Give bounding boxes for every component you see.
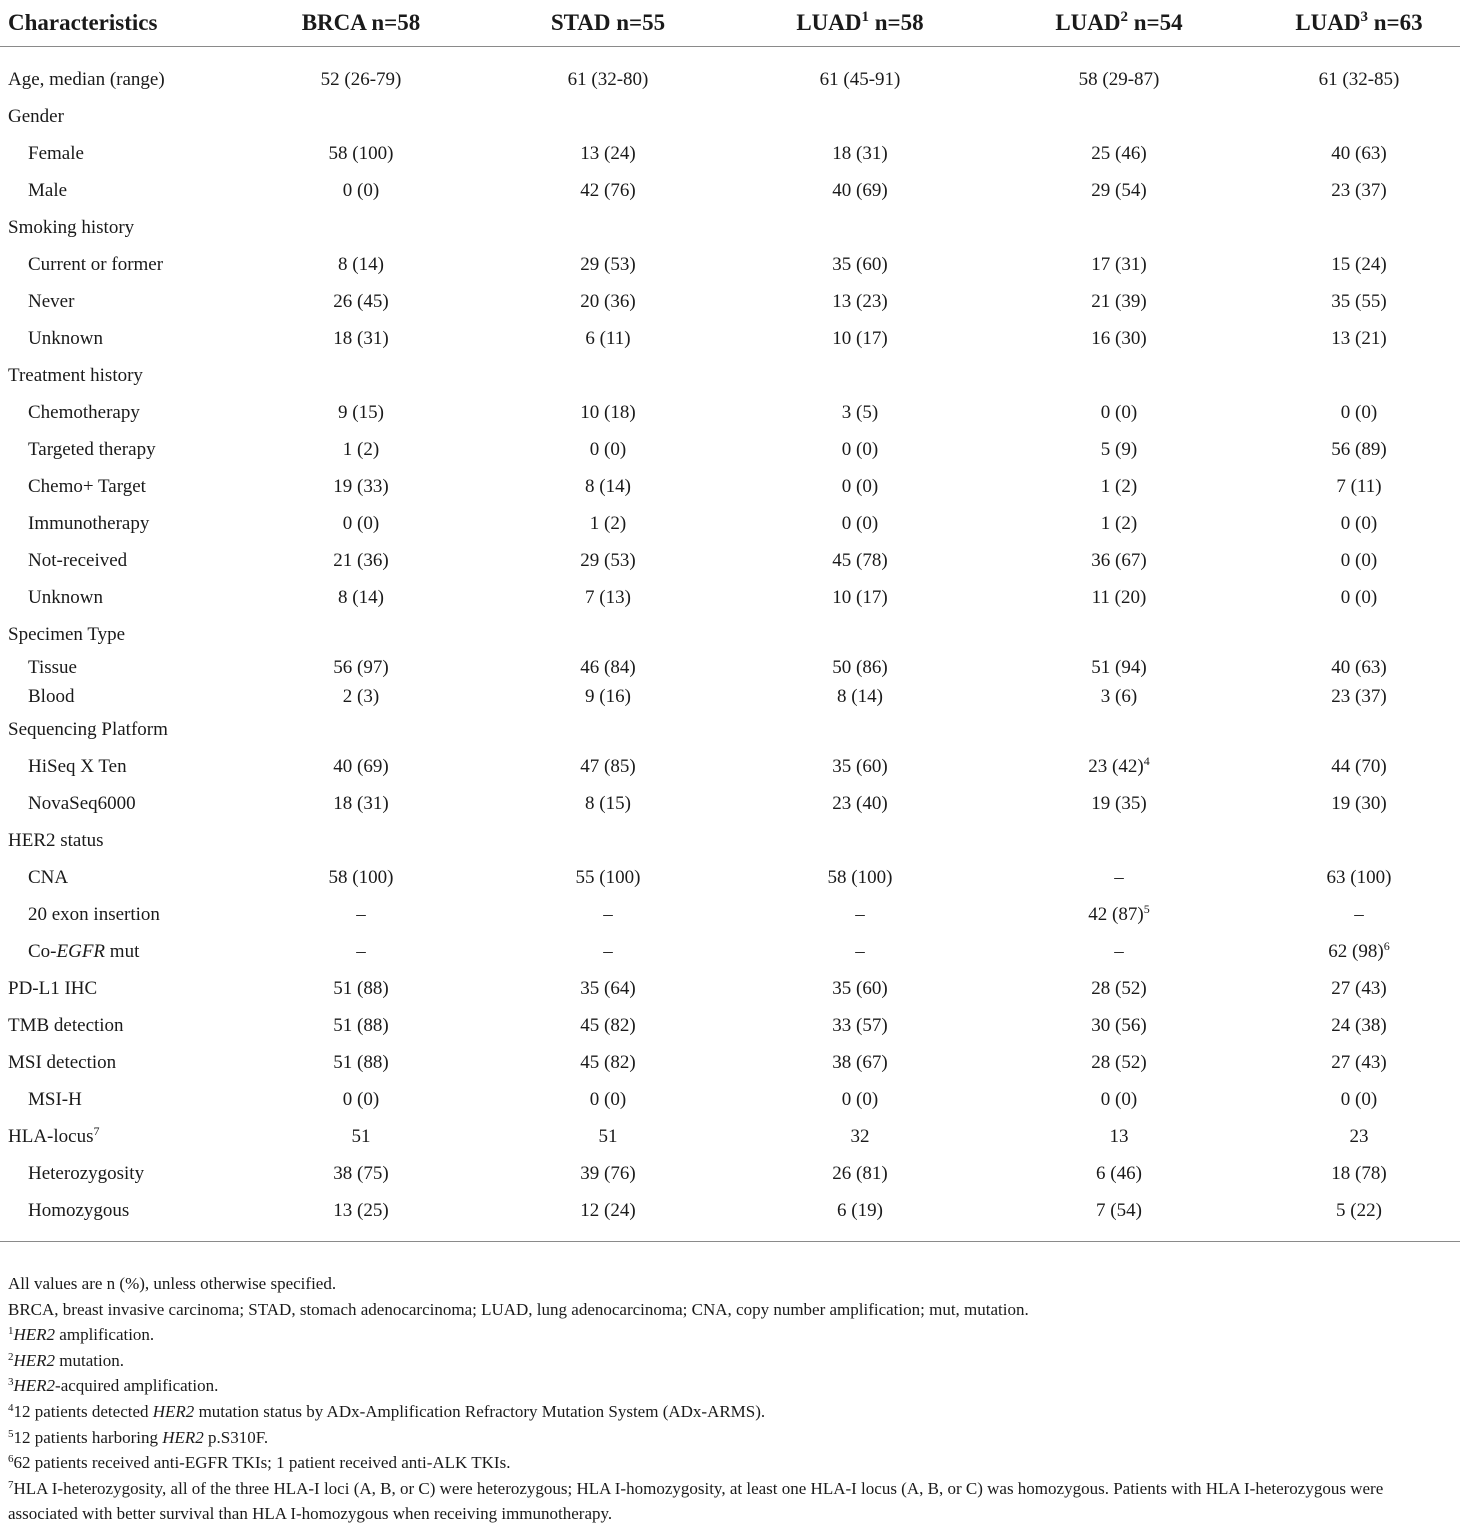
row-label: HLA-locus$^7$ xyxy=(8,1124,100,1147)
header-luad3: LUAD$^3$ n=63 xyxy=(1258,0,1460,47)
cell-luad3: 35 (55) xyxy=(1331,291,1387,312)
header-brca: BRCA n=58 xyxy=(246,0,476,47)
cell-luad1: – xyxy=(855,941,865,962)
row-label: NovaSeq6000 xyxy=(28,793,136,814)
cell-stad: 29 (53) xyxy=(580,254,636,275)
cell-brca: 38 (75) xyxy=(333,1163,389,1184)
section-row xyxy=(0,822,1460,859)
table-row xyxy=(0,970,1460,1007)
cell-brca: 0 (0) xyxy=(342,180,380,201)
row-label: 20 exon insertion xyxy=(28,904,160,925)
row-label: Treatment history xyxy=(8,365,143,386)
cell-brca: – xyxy=(356,904,366,925)
table-row xyxy=(0,431,1460,468)
cell-stad: 55 (100) xyxy=(575,867,641,888)
table-row xyxy=(0,1118,1460,1155)
cell-luad3: 24 (38) xyxy=(1331,1015,1387,1036)
cell-luad3: – xyxy=(1354,904,1364,925)
cell-luad2: 28 (52) xyxy=(1091,978,1147,999)
section-row xyxy=(0,616,1460,653)
cell-brca: 58 (100) xyxy=(328,143,394,164)
cell-luad3: 5 (22) xyxy=(1258,1192,1460,1242)
cell-luad3: 40 (63) xyxy=(1331,657,1387,678)
cell-luad3: 44 (70) xyxy=(1331,756,1387,777)
cell-stad: 8 (15) xyxy=(585,793,631,814)
table-row xyxy=(0,542,1460,579)
row-label: Immunotherapy xyxy=(28,513,150,534)
cell-brca: 2 (3) xyxy=(342,686,380,707)
cell-luad2: 16 (30) xyxy=(1091,328,1147,349)
row-label: Specimen Type xyxy=(8,624,126,645)
cell-luad3: 0 (0) xyxy=(1340,402,1378,423)
cell-stad: 42 (76) xyxy=(580,180,636,201)
row-label: HER2 status xyxy=(8,830,104,851)
cell-luad1: 3 (5) xyxy=(841,402,879,423)
cell-luad2: 36 (67) xyxy=(1091,550,1147,571)
cell-luad2: 1 (2) xyxy=(1100,476,1138,497)
cell-stad: 7 (13) xyxy=(585,587,631,608)
table-row xyxy=(0,47,1460,99)
row-label: Female xyxy=(28,143,84,164)
cell-luad1: 6 (19) xyxy=(740,1192,980,1242)
cell-luad1: 33 (57) xyxy=(832,1015,888,1036)
row-label: TMB detection xyxy=(8,1015,124,1036)
table-row xyxy=(0,1044,1460,1081)
table-row xyxy=(0,246,1460,283)
table-footnotes xyxy=(8,1271,1452,1527)
cell-luad2: 1 (2) xyxy=(1100,513,1138,534)
cell-brca: – xyxy=(356,941,366,962)
cell-luad3: 0 (0) xyxy=(1340,1089,1378,1110)
cell-luad2: 7 (54) xyxy=(980,1192,1258,1242)
cell-luad3: 19 (30) xyxy=(1331,793,1387,814)
cell-stad: 0 (0) xyxy=(589,1089,627,1110)
row-label: Targeted therapy xyxy=(28,439,156,460)
cell-luad1: 0 (0) xyxy=(841,1089,879,1110)
table-row xyxy=(0,320,1460,357)
cell-luad2: 42 $(87)^5$ xyxy=(1088,902,1150,925)
cell-luad3: 0 (0) xyxy=(1340,550,1378,571)
cell-stad: 46 (84) xyxy=(580,657,636,678)
table-row xyxy=(0,896,1460,933)
row-label: Smoking history xyxy=(8,217,135,238)
cell-luad3: 18 (78) xyxy=(1331,1163,1387,1184)
cell-brca: 26 (45) xyxy=(333,291,389,312)
cell-luad1: 23 (40) xyxy=(832,793,888,814)
row-label: Age, median (range) xyxy=(8,69,165,90)
cell-brca: 19 (33) xyxy=(333,476,389,497)
section-row xyxy=(0,357,1460,394)
footnote-1: $^1$HER2 amplification. xyxy=(8,1325,155,1345)
cell-brca: 18 (31) xyxy=(333,793,389,814)
cell-brca: 1 (2) xyxy=(342,439,380,460)
footnote-4: $^4$12 patients detected HER2 mutation status by ADx-Amplification Refractory Mutation System (ADx-ARMS). xyxy=(8,1401,766,1421)
cell-luad3: 0 (0) xyxy=(1340,587,1378,608)
cell-luad2: 25 (46) xyxy=(1091,143,1147,164)
table-row xyxy=(0,394,1460,431)
row-label: Chemotherapy xyxy=(28,402,140,423)
cell-luad2: 17 (31) xyxy=(1091,254,1147,275)
row-label: Male xyxy=(28,180,68,201)
cell-luad1: 0 (0) xyxy=(841,476,879,497)
table-row xyxy=(0,468,1460,505)
cell-brca: 51 (88) xyxy=(333,1015,389,1036)
cell-stad: 39 (76) xyxy=(580,1163,636,1184)
cell-luad2: 21 (39) xyxy=(1091,291,1147,312)
cell-luad2: 23 $(42)^4$ xyxy=(1088,754,1150,777)
row-label: Unknown xyxy=(28,587,103,608)
cell-luad3: 23 (37) xyxy=(1331,180,1387,201)
cell-stad: 9 (16) xyxy=(585,686,631,707)
row-label: MSI-H xyxy=(28,1089,82,1110)
table-row xyxy=(0,785,1460,822)
cell-stad: 35 (64) xyxy=(580,978,636,999)
cell-luad1: 58 (100) xyxy=(827,867,893,888)
footnote-values: All values are n (%), unless otherwise specified. xyxy=(8,1274,337,1293)
table-row xyxy=(0,579,1460,616)
cell-luad2: 29 (54) xyxy=(1091,180,1147,201)
footnote-2: $^2$HER2 mutation. xyxy=(8,1350,124,1370)
cell-stad: 45 (82) xyxy=(580,1015,636,1036)
table-row xyxy=(0,172,1460,209)
table-row xyxy=(0,1192,1460,1242)
cell-luad2: 11 (20) xyxy=(1091,587,1147,608)
cell-luad3: 27 (43) xyxy=(1331,978,1387,999)
cell-luad1: 61 (45-91) xyxy=(819,69,901,90)
cell-luad1: 50 (86) xyxy=(832,657,888,678)
row-label: Unknown xyxy=(28,328,103,349)
cell-luad3: 40 (63) xyxy=(1331,143,1387,164)
cell-stad: 47 (85) xyxy=(580,756,636,777)
table-row xyxy=(0,1081,1460,1118)
cell-luad1: 35 (60) xyxy=(832,978,888,999)
cell-luad1: 35 (60) xyxy=(832,254,888,275)
row-label: Not-received xyxy=(28,550,128,571)
cell-brca: 13 (25) xyxy=(246,1192,476,1242)
cell-stad: 1 (2) xyxy=(589,513,627,534)
cell-luad3: 61 (32-85) xyxy=(1318,69,1400,90)
cell-luad1: 10 (17) xyxy=(832,328,888,349)
cell-luad2: 5 (9) xyxy=(1100,439,1138,460)
cell-luad3: 23 (37) xyxy=(1331,686,1387,707)
cell-stad: 0 (0) xyxy=(589,439,627,460)
cell-luad1: 35 (60) xyxy=(832,756,888,777)
row-label: Current or former xyxy=(28,254,164,275)
header-luad2: LUAD$^2$ n=54 xyxy=(980,0,1258,47)
cell-luad2: 3 (6) xyxy=(1100,686,1138,707)
cell-brca: 51 (88) xyxy=(333,1052,389,1073)
row-label: HiSeq X Ten xyxy=(28,756,127,777)
footnote-7: $^7$HLA I-heterozygosity, all of the three HLA-I loci (A, B, or C) were heterozygous; HLA I-homozygosity, at least one HLA-I locus (A, B, or C) was homozygous. Patients with HLA I-heterozygous were associated with better survival than HLA I-homozygous when receiving immunotherapy. xyxy=(8,1478,1384,1524)
row-label: Heterozygosity xyxy=(28,1163,145,1184)
cell-luad3: 56 (89) xyxy=(1331,439,1387,460)
footnote-abbreviations: BRCA, breast invasive carcinoma; STAD, stomach adenocarcinoma; LUAD, lung adenocarcinoma; CNA, copy number amplification; mut, mutation. xyxy=(8,1299,1029,1319)
cell-stad: 51 xyxy=(598,1126,618,1147)
cell-stad: 61 (32-80) xyxy=(567,69,649,90)
cell-luad1: 13 (23) xyxy=(832,291,888,312)
header-luad1: LUAD$^1$ n=58 xyxy=(740,0,980,47)
cell-stad: 29 (53) xyxy=(580,550,636,571)
section-row xyxy=(0,209,1460,246)
table-row xyxy=(0,1155,1460,1192)
footnote-5: $^5$12 patients harboring HER2 p.S310F. xyxy=(8,1427,269,1447)
cell-luad3: 27 (43) xyxy=(1331,1052,1387,1073)
row-label: Sequencing Platform xyxy=(8,719,168,740)
cell-brca: 56 (97) xyxy=(333,657,389,678)
cell-brca: 40 (69) xyxy=(333,756,389,777)
cell-luad3: 7 (11) xyxy=(1336,476,1382,497)
cell-stad: – xyxy=(603,941,613,962)
cell-stad: 6 (11) xyxy=(585,328,631,349)
cell-luad2: 58 (29-87) xyxy=(1078,69,1160,90)
cell-luad1: 0 (0) xyxy=(841,513,879,534)
table-row xyxy=(0,933,1460,970)
cell-brca: 8 (14) xyxy=(338,587,384,608)
table-row xyxy=(0,682,1460,711)
section-row xyxy=(0,98,1460,135)
cell-stad: 45 (82) xyxy=(580,1052,636,1073)
cell-brca: 51 (88) xyxy=(333,978,389,999)
cell-luad3: 15 (24) xyxy=(1331,254,1387,275)
table-row xyxy=(0,653,1460,682)
cell-luad2: 0 (0) xyxy=(1100,1089,1138,1110)
table-row xyxy=(0,283,1460,320)
cell-brca: 0 (0) xyxy=(342,1089,380,1110)
cell-luad3: 62 $(98)^6$ xyxy=(1328,939,1390,962)
header-stad: STAD n=55 xyxy=(476,0,740,47)
row-label: PD-L1 IHC xyxy=(8,978,98,999)
cell-luad1: 45 (78) xyxy=(832,550,888,571)
row-label: Never xyxy=(28,291,75,312)
cell-luad1: 40 (69) xyxy=(832,180,888,201)
cell-luad2: 28 (52) xyxy=(1091,1052,1147,1073)
row-label: Homozygous xyxy=(0,1192,246,1242)
cell-luad1: 18 (31) xyxy=(832,143,888,164)
cell-stad: 20 (36) xyxy=(580,291,636,312)
cell-brca: 9 (15) xyxy=(338,402,384,423)
cell-luad1: 8 (14) xyxy=(837,686,883,707)
header-characteristics: Characteristics xyxy=(0,0,246,47)
cell-luad3: 23 xyxy=(1349,1126,1369,1147)
cell-luad3: 63 (100) xyxy=(1326,867,1392,888)
row-label: Gender xyxy=(8,106,64,127)
cell-luad2: 19 (35) xyxy=(1091,793,1147,814)
table-row xyxy=(0,859,1460,896)
footnote-6: $^6$62 patients received anti-EGFR TKIs; 1 patient received anti-ALK TKIs. xyxy=(8,1453,511,1473)
cell-luad2: – xyxy=(1114,941,1124,962)
cell-brca: 0 (0) xyxy=(342,513,380,534)
table-row xyxy=(0,505,1460,542)
footnote-3: $^3$HER2-acquired amplification. xyxy=(8,1376,219,1396)
cell-stad: 12 (24) xyxy=(476,1192,740,1242)
cell-luad2: 30 (56) xyxy=(1091,1015,1147,1036)
cell-stad: 10 (18) xyxy=(580,402,636,423)
cell-luad2: 6 (46) xyxy=(1096,1163,1142,1184)
row-label: CNA xyxy=(28,867,69,888)
cell-brca: 52 (26-79) xyxy=(320,69,402,90)
cell-luad1: 32 xyxy=(850,1126,870,1147)
table-header-row xyxy=(0,0,1460,47)
cell-brca: 21 (36) xyxy=(333,550,389,571)
cell-luad3: 0 (0) xyxy=(1340,513,1378,534)
row-label: Chemo+ Target xyxy=(28,476,146,497)
table-row xyxy=(0,748,1460,785)
cell-luad2: 13 xyxy=(1109,1126,1129,1147)
cell-brca: 51 xyxy=(351,1126,371,1147)
cell-brca: 8 (14) xyxy=(338,254,384,275)
cell-brca: 18 (31) xyxy=(333,328,389,349)
row-label: Tissue xyxy=(28,657,77,678)
cell-luad2: 0 (0) xyxy=(1100,402,1138,423)
cell-luad1: 38 (67) xyxy=(832,1052,888,1073)
cell-luad3: 13 (21) xyxy=(1331,328,1387,349)
cell-brca: 58 (100) xyxy=(328,867,394,888)
cell-luad1: 26 (81) xyxy=(832,1163,888,1184)
cell-stad: – xyxy=(603,904,613,925)
section-row xyxy=(0,711,1460,748)
row-label: Blood xyxy=(28,686,75,707)
cell-luad2: – xyxy=(1114,867,1124,888)
cell-luad1: 10 (17) xyxy=(832,587,888,608)
cell-luad1: – xyxy=(855,904,865,925)
cell-stad: 13 (24) xyxy=(580,143,636,164)
row-label: MSI detection xyxy=(8,1052,117,1073)
cell-luad1: 0 (0) xyxy=(841,439,879,460)
cell-stad: 8 (14) xyxy=(585,476,631,497)
cell-luad2: 51 (94) xyxy=(1091,657,1147,678)
row-label: Co-EGFR mut xyxy=(28,941,140,962)
table-row xyxy=(0,135,1460,172)
table-row xyxy=(0,1007,1460,1044)
